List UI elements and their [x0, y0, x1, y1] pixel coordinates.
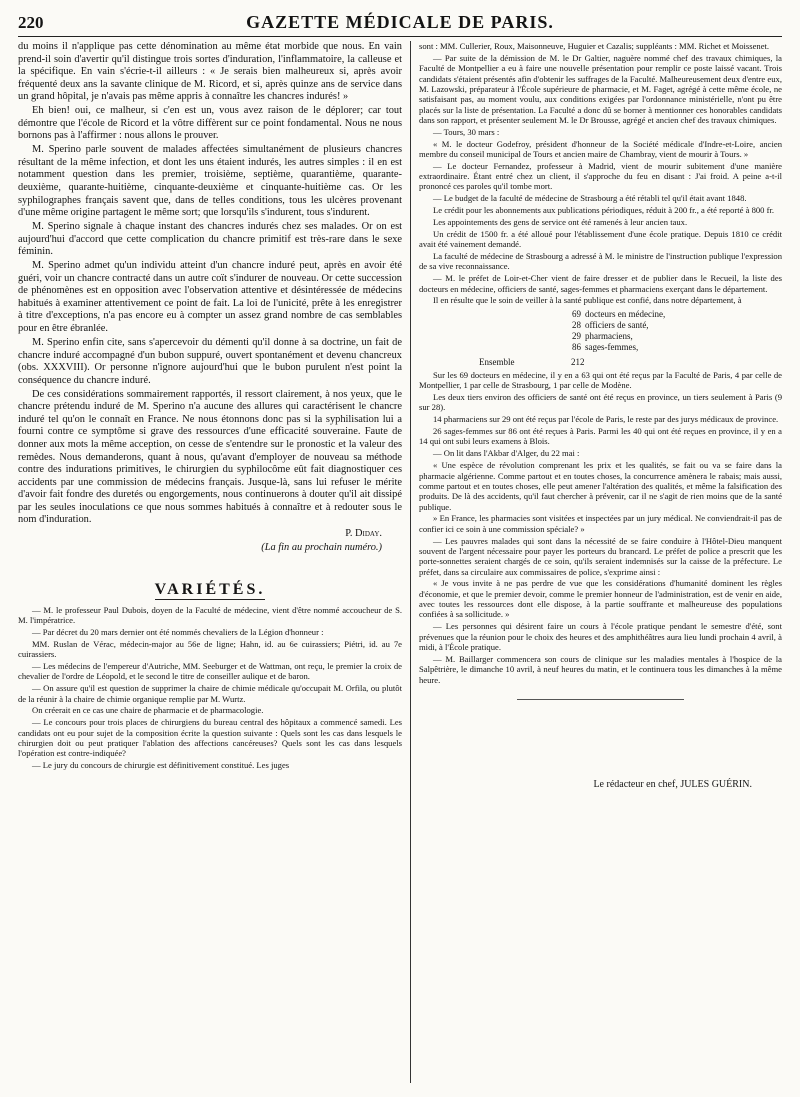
news-item: Un crédit de 1500 fr. a été alloué pour l'établissement d'une école pratique. Depuis 1810 ce crédit avait été vainement demandé.	[419, 228, 782, 250]
news-item: — On lit dans l'Akbar d'Alger, du 22 mai :	[433, 448, 580, 459]
news-item: 14 pharmaciens sur 29 ont été reçus par l'école de Paris, le reste par des jurys médicaux de province.	[433, 414, 779, 425]
news-item: « M. le docteur Godefroy, président d'honneur de la Société médicale d'Indre-et-Loire, ancien membre du conseil municipal de Tours et ancien maire de Chambray, vient de mourir à Tours. »	[419, 138, 782, 159]
stats-row: 86 sages-femmes,	[572, 342, 639, 353]
paragraph: du moins il n'applique pas cette dénomination au même état morbide que nous. En vain prend-il soin d'avertir qu'il distingue trois sortes d'induration, l'inflammatoire, la calleuse et la spécifique. En vain s'écrie-t-il ailleurs : « Je serais bien malheureux si, après avoir fréquenté deux ans la savante clinique de M. Ricord, et si, après quinze ans de service dans un grand hôpital, je n'avais pas même appris à connaître les chancres indurés! »	[18, 41, 402, 103]
paragraph: Eh bien! oui, ce malheur, si c'en est un, vous avez raison de le déplorer; car tout démontre que l'école de Ricord et la vôtre diffèrent sur ce point fondamental. Nous ne nous bornons pas à l'affirmer : nous allons le prouver.	[18, 105, 402, 142]
news-item: — Le jury du concours de chirurgie est définitivement constitué. Les juges	[32, 760, 290, 771]
news-item: Le crédit pour les abonnements aux publications périodiques, réduit à 200 fr., a été reporté à 800 fr.	[433, 205, 775, 216]
news-item: — Le concours pour trois places de chirurgiens du bureau central des hôpitaux a commencé samedi. Les candidats ont eu pour sujet de la composition écrite la question suivante : Quels sont les cas dans lesquels le chirurgien doit ou peut pratiquer l'ablation des affections cancéreuses? Quels sont les cas dans lesquels l'opération est contre-indiquée?	[18, 717, 402, 759]
stats-row: 69 docteurs en médecine,	[572, 308, 666, 319]
news-item: — M. le préfet de Loir-et-Cher vient de faire dresser et de publier dans le Recueil, la liste des docteurs en médecine, officiers de santé, sages-femmes et pharmaciens exerçant dans le département.	[419, 273, 782, 294]
varietes-body	[18, 605, 402, 771]
varietes-heading: VARIÉTÉS.	[154, 580, 266, 598]
news-item: Les deux tiers environ des officiers de santé ont été reçus en province, un tiers seulement à Paris (9 sur 28).	[419, 392, 782, 413]
news-item: La faculté de médecine de Strasbourg a adressé à M. le ministre de l'instruction publique l'expression de sa vive reconnaissance.	[419, 251, 782, 272]
section-divider	[517, 699, 684, 700]
news-item: On créerait en ce cas une chaire de pharmacie et de pharmacologie.	[32, 705, 264, 716]
paragraph: M. Sperino enfin cite, sans s'apercevoir du démenti qu'il donne à sa doctrine, un fait de chancre induré accompagné d'un bubon suppuré, ouvert spontanément et devenu chancreux (obs. XXXVIII). Or personne n'ignore aujourd'hui que le bubon purulent n'est point la conséquence du chancre induré.	[18, 337, 402, 386]
news-item: « Une espèce de révolution comprenant les prix et les qualités, se fait ou va se faire dans la pharmacie algérienne. Comme partout et en toutes choses, la concurrence amènera le rabais; mais aussi, comme partout et en toutes choses, elle peut amener l'altération des qualités, et même la falsification des produits. De là des accidents, qu'il faut chercher à prévenir, car il ne s'agit de rien moins que de la santé publique.	[419, 460, 782, 512]
news-item: — Le docteur Fernandez, professeur à Madrid, vient de mourir subitement d'une manière extraordinaire. Étant entré chez un client, il s'approche du feu en disant : J'ai froid. A peine a-t-il prononcé ces paroles qu'il tombe mort.	[419, 160, 782, 192]
news-item: 26 sages-femmes sur 86 ont été reçues à Paris. Parmi les 40 qui ont été reçues en province, il y en a 14 qui ont subi leurs examens à Blois.	[419, 426, 782, 447]
masthead-title: GAZETTE MÉDICALE DE PARIS.	[246, 12, 554, 32]
news-item: « Je vous invite à ne pas perdre de vue que les considérations d'humanité dominent les règles d'économie, et que le premier devoir, comme le premier honneur de l'administration, est de venir en aide, avec toutes les ressources dont elle dispose, à la partie souffrante et malheureuse des populations confiées à sa sollicitude. »	[419, 578, 782, 620]
news-item: » En France, les pharmacies sont visitées et inspectées par un jury médical. Ne conviendrait-il pas de confier ici ce soin à une commission spéciale? »	[419, 513, 782, 534]
page-header	[18, 12, 782, 37]
page-number: 220	[18, 13, 44, 32]
news-item: — Les personnes qui désirent faire un cours à l'école pratique pendant le semestre d'été, sont prévenues que la réunion pour le choix des heures et des amphithéâtres aura lieu lundi prochain 4 avril, à midi, à l'École pratique.	[419, 621, 782, 652]
paragraph: De ces considérations sommairement rapportés, il ressort clairement, à nos yeux, que le chancre prétendu induré de M. Sperino n'a aucune des allures qui caractérisent le chancre induré tel qu'on le connaît en France. Ne nous étonnons donc pas si la syphilisation lui a fourni contre ce symptôme si grave des ressources d'une efficacité souveraine. Faute de donner aux mots la même acception, on cesse de s'entendre sur le pronostic et la valeur des remèdes. Nous demanderons, quant à nous, qu'avant d'employer de nouveau sa méthode contre des indurations primitives, le chirurgien du syphilocôme eût fait diagnostiquer ces accidents par une commission de médecins français. Jusque-là, sans lui refuser le mérite d'avoir fait fondre des duretés ou engorgements, nous continuerons à douter qu'il ait dissipé par les seules inoculations ce que nous sommes habitués à connaître et à redouter sous le nom d'induration.	[18, 388, 402, 526]
article-columns	[18, 41, 782, 1083]
news-item: Il en résulte que le soin de veiller à la santé publique est confié, dans notre département, à	[433, 295, 742, 306]
news-item: — M. le professeur Paul Dubois, doyen de la Faculté de médecine, vient d'être nommé accoucheur de S. M. l'impératrice.	[18, 604, 402, 626]
paragraph: M. Sperino admet qu'un individu atteint d'un chancre induré peut, après en avoir été guéri, voir un chancre contracté dans un autre coït s'indurer de nouveau. Or cette succession de phénomènes est en opposition avec l'observation attentive et désintéressée de médecins habitués à examiner attentivement ce point de fait. La loi de l'unicité, prête à les enregistrer à titre d'exceptions, n'a pas encore eu à compter un assez grand nombre de cas semblables pour en être ébranlée.	[18, 260, 402, 335]
news-item: Les appointements des gens de service ont été ramenés à leur ancien taux.	[433, 217, 688, 227]
news-item: — Les médecins de l'empereur d'Autriche, MM. Seeburger et de Wattman, ont reçu, le premier la croix de chevalier de l'ordre de Léopold, et le second le titre de conseiller aulique et de baron.	[18, 661, 402, 682]
paragraph: M. Sperino signale à chaque instant des chancres indurés chez ses malades. Or on est aujourd'hui d'accord que cette complication du chancre primitif est très-rare dans le sexe féminin.	[18, 221, 402, 258]
news-item: — M. Baillarger commencera son cours de clinique sur les maladies mentales à l'hospice de la Salpêtrière, le dimanche 10 avril, à neuf heures du matin, et le continuera tous les dimanches à la même heure.	[419, 653, 782, 685]
news-item: — Le budget de la faculté de médecine de Strasbourg a été rétabli tel qu'il était avant 1848.	[433, 193, 747, 204]
news-item: — Tours, 30 mars :	[433, 126, 500, 137]
news-item: — Par décret du 20 mars dernier ont été nommés chevaliers de la Légion d'honneur :	[32, 627, 324, 638]
continued-note: (La fin au prochain numéro.)	[261, 542, 382, 554]
news-body	[419, 41, 782, 790]
author-signature: P. Diday.	[345, 528, 382, 540]
practitioner-stats	[559, 309, 782, 354]
stats-total: Ensemble 212	[479, 356, 585, 367]
news-item: Sur les 69 docteurs en médecine, il y en a 63 qui ont été reçus par la Faculté de Paris, 4 par celle de Montpellier, 1 par celle de Strasbourg, 1 par celle de Modène.	[419, 369, 782, 391]
news-item: — Les pauvres malades qui sont dans la nécessité de se faire conduire à l'Hôtel-Dieu manquent souvent de l'argent nécessaire pour payer les porteurs du brancard. Le préfet de police a prescrit que les porte-sonnettes seraient chargés de ce soin, qu'ils seraient indemnisés sur la caisse de la préfecture. Le préfet, dans sa circulaire aux commissaires de police, s'exprime ainsi :	[419, 535, 782, 577]
left-column	[18, 41, 410, 1083]
stats-row: 28 officiers de santé,	[572, 319, 649, 330]
news-item: MM. Ruslan de Vérac, médecin-major au 56e de ligne; Hahn, id. au 6e cuirassiers; Piétri, id. au 7e cuirassiers.	[18, 638, 402, 660]
paragraph: M. Sperino parle souvent de malades affectées simultanément de plusieurs chancres résultant de la même infection, et dont les uns étaient indurés, les autres simples : il en est notamment question dans les premier, troisième, septième, quarantième, quarante-deuxième, quarante-huitième, cinquante-deuxième et cinquante-huitième cas. Or les syphilographes français savent que, dans de telles conditions, tous les ulcères provenant d'une même origine partagent le même sort; que lorsqu'ils s'indurent, tous s'indurent.	[18, 144, 402, 219]
news-item: — On assure qu'il est question de supprimer la chaire de chimie médicale qu'occupait M. Orfila, ou plutôt de la réunir à la chaire de chimie organique remplie par M. Wurtz.	[18, 683, 402, 704]
news-item: — Par suite de la démission de M. le Dr Galtier, naguère nommé chef des travaux chimiques, la Faculté de Montpellier a eu à faire une nouvelle présentation pour remplir ce poste laissé vacant. Trois candidats s'étaient présentés afin d'obtenir les suffrages de la Faculté. Malheureusement deux d'entre eux, M. Lazowski, préparateur à l'École supérieure de pharmacie, et M. Faget, agrégé à cette même école, ne satisfaisant pas, au moment voulu, aux conditions exigées par l'ordonnance ministérielle, n'ont pu être placés sur la liste de présentation. La Faculté a donc dû se borner à mentionner ces honorables candidats dans son rapport, et présenter seulement M. le Dr Brousse, agrégé et ancien chef des travaux chimiques.	[419, 52, 782, 125]
editor-signature: Le rédacteur en chef, JULES GUÉRIN.	[593, 778, 752, 790]
right-column	[410, 41, 782, 1083]
stats-row: 29 pharmaciens,	[572, 331, 633, 342]
news-item: sont : MM. Cullerier, Roux, Maisonneuve, Huguier et Cazalis; suppléants : MM. Richet et Moissenet.	[419, 41, 770, 51]
article-body	[18, 41, 402, 555]
